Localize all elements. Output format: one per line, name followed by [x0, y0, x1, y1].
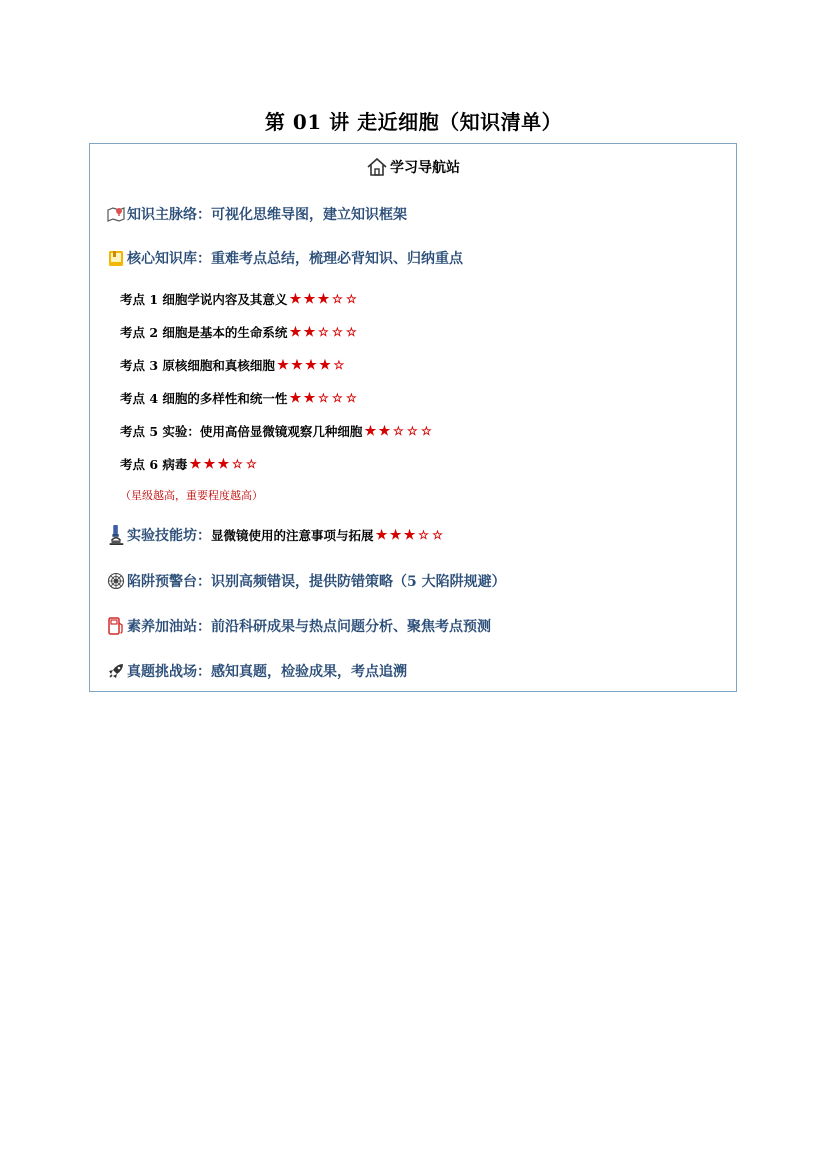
page-title: 第 01 讲 走近细胞（知识清单）: [264, 110, 563, 134]
point-5[interactable]: [120, 422, 433, 440]
section-exam-desc: 感知真题，检验成果，考点追溯: [211, 664, 407, 680]
star-filled-icon: ★: [289, 324, 302, 340]
star-filled-icon: ★: [305, 357, 317, 373]
star-filled-icon: ★: [303, 390, 316, 406]
nav-heading-text: 学习导航站: [390, 160, 460, 176]
section-core-desc: 重难考点总结，梳理必背知识、归纳重点: [211, 251, 463, 267]
star-filled-icon: ★: [389, 527, 402, 543]
section-lab[interactable]: [106, 525, 445, 545]
section-core[interactable]: [106, 248, 463, 268]
point-6-stars: [188, 458, 258, 471]
section-exam[interactable]: [106, 661, 407, 681]
point-6-label: 考点 6 病毒: [120, 457, 188, 472]
point-1-stars: [288, 293, 358, 306]
star-filled-icon: ★: [217, 456, 230, 472]
point-3-stars: [276, 359, 346, 372]
nav-heading: [90, 156, 736, 178]
point-1-label: 考点 1 细胞学说内容及其意义: [120, 292, 288, 307]
point-2-label: 考点 2 细胞是基本的生命系统: [120, 325, 288, 340]
point-4-stars: [288, 392, 358, 405]
point-3[interactable]: [120, 356, 346, 374]
section-exam-label: 真题挑战场：: [127, 664, 211, 680]
section-boost-desc: 前沿科研成果与热点问题分析、聚焦考点预测: [211, 619, 491, 635]
star-filled-icon: ★: [291, 357, 303, 373]
section-trap[interactable]: [106, 571, 506, 591]
star-filled-icon: ★: [378, 423, 391, 439]
star-empty-icon: ☆: [246, 456, 257, 471]
section-lab-desc: 显微镜使用的注意事项与拓展: [211, 528, 374, 543]
star-empty-icon: ☆: [432, 527, 443, 542]
point-6[interactable]: [120, 455, 258, 473]
star-empty-icon: ☆: [232, 456, 243, 471]
point-5-label: 考点 5 实验：使用高倍显微镜观察几种细胞: [120, 424, 363, 439]
section-lab-label: 实验技能坊：: [127, 528, 211, 544]
microscope-icon: [106, 525, 126, 545]
point-2[interactable]: [120, 323, 358, 341]
map-icon: [106, 204, 126, 224]
star-empty-icon: ☆: [318, 390, 329, 405]
section-boost[interactable]: [106, 616, 491, 636]
star-empty-icon: ☆: [407, 423, 418, 438]
point-4-label: 考点 4 细胞的多样性和统一性: [120, 391, 288, 406]
star-filled-icon: ★: [289, 390, 302, 406]
section-trap-label: 陷阱预警台：: [127, 574, 211, 590]
star-filled-icon: ★: [375, 527, 388, 543]
section-mindmap[interactable]: [106, 204, 407, 224]
section-trap-desc: 识别高频错误，提供防错策略（5 大陷阱规避）: [211, 574, 506, 590]
section-mindmap-label: 知识主脉络：: [127, 207, 211, 223]
point-2-stars: [288, 326, 358, 339]
star-filled-icon: ★: [277, 357, 289, 373]
navigation-panel: [89, 143, 737, 692]
section-mindmap-desc: 可视化思维导图，建立知识框架: [211, 207, 407, 223]
star-filled-icon: ★: [303, 324, 316, 340]
star-empty-icon: ☆: [333, 357, 345, 372]
star-empty-icon: ☆: [332, 324, 343, 339]
star-empty-icon: ☆: [346, 390, 357, 405]
star-filled-icon: ★: [189, 456, 202, 472]
star-filled-icon: ★: [319, 357, 331, 373]
star-filled-icon: ★: [303, 291, 316, 307]
rocket-icon: [106, 661, 126, 681]
star-empty-icon: ☆: [393, 423, 404, 438]
star-empty-icon: ☆: [421, 423, 432, 438]
web-icon: [106, 571, 126, 591]
star-filled-icon: ★: [364, 423, 377, 439]
star-empty-icon: ☆: [418, 527, 429, 542]
star-filled-icon: ★: [403, 527, 416, 543]
star-empty-icon: ☆: [346, 324, 357, 339]
point-5-stars: [363, 425, 433, 438]
star-empty-icon: ☆: [318, 324, 329, 339]
point-4[interactable]: [120, 389, 358, 407]
star-filled-icon: ★: [317, 291, 330, 307]
star-empty-icon: ☆: [332, 291, 343, 306]
section-core-label: 核心知识库：: [127, 251, 211, 267]
star-empty-icon: ☆: [332, 390, 343, 405]
fuel-icon: [106, 616, 126, 636]
section-boost-label: 素养加油站：: [127, 619, 211, 635]
point-1[interactable]: [120, 290, 358, 308]
book-icon: [106, 248, 126, 268]
star-filled-icon: ★: [203, 456, 216, 472]
star-empty-icon: ☆: [346, 291, 357, 306]
star-filled-icon: ★: [289, 291, 302, 307]
home-icon: [366, 156, 388, 178]
section-lab-stars: [375, 529, 445, 542]
importance-note: （星级越高，重要程度越高）: [120, 489, 263, 502]
point-3-label: 考点 3 原核细胞和真核细胞: [120, 358, 275, 373]
